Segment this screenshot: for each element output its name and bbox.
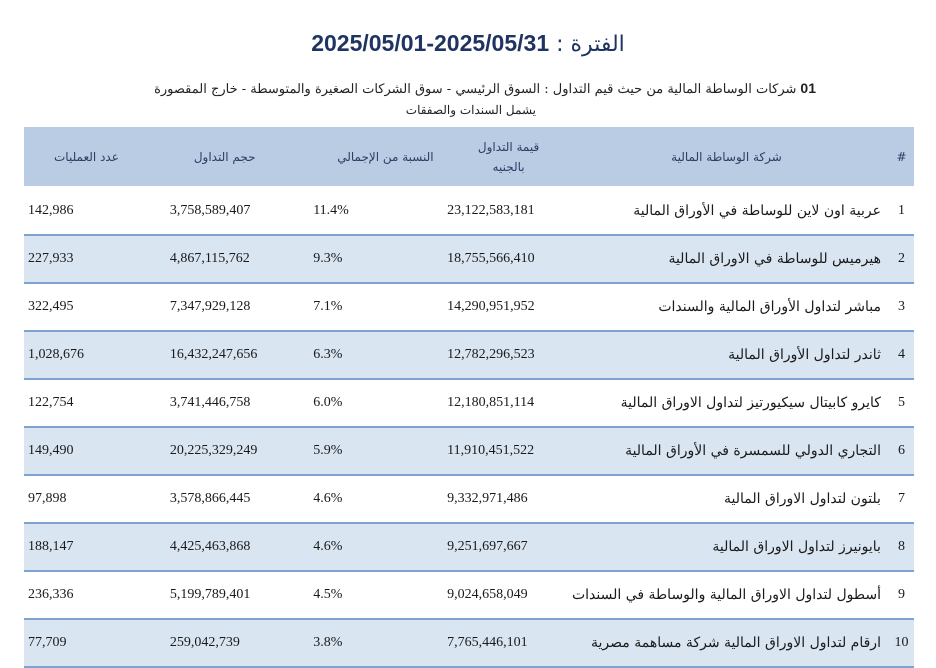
table-row: [24, 235, 914, 283]
row-index: 1: [889, 187, 914, 235]
table-row: [24, 619, 914, 667]
row-count: 142,986: [24, 187, 164, 235]
row-volume: 5,199,789,401: [164, 571, 307, 619]
row-index: 9: [889, 571, 914, 619]
row-index: 7: [889, 475, 914, 523]
row-value: 18,755,566,410: [441, 235, 571, 283]
table-header-row: [24, 127, 914, 187]
row-volume: 16,432,247,656: [164, 331, 307, 379]
row-count: 227,933: [24, 235, 164, 283]
row-index: 2: [889, 235, 914, 283]
row-share: 7.1%: [307, 283, 441, 331]
row-index: 5: [889, 379, 914, 427]
header-value-line2: بالجنيه: [492, 159, 525, 174]
row-index: 6: [889, 427, 914, 475]
row-value: 9,251,697,667: [441, 523, 571, 571]
row-count: 1,028,676: [24, 331, 164, 379]
table-row: [24, 523, 914, 571]
table-row: [24, 187, 914, 235]
row-count: 188,147: [24, 523, 164, 571]
row-share: 11.4%: [307, 187, 441, 235]
header-company: شركة الوساطة المالية: [571, 127, 889, 187]
row-volume: 4,867,115,762: [164, 235, 307, 283]
period-title: [0, 30, 936, 57]
row-volume: 3,578,866,445: [164, 475, 307, 523]
table-row: [24, 331, 914, 379]
period-value: 2025/05/31-2025/05/01: [311, 30, 550, 56]
row-count: 122,754: [24, 379, 164, 427]
row-value: 7,765,446,101: [441, 619, 571, 667]
row-count: 236,336: [24, 571, 164, 619]
row-share: 4.6%: [307, 523, 441, 571]
period-label: الفترة :: [549, 32, 625, 57]
row-company: ثاندر لتداول الأوراق المالية: [571, 331, 889, 379]
row-value: 9,332,971,486: [441, 475, 571, 523]
header-index: #: [889, 127, 914, 187]
header-share: النسبة من الإجمالي: [307, 127, 441, 187]
row-volume: 259,042,739: [164, 619, 307, 667]
table-row: [24, 379, 914, 427]
row-count: 149,490: [24, 427, 164, 475]
row-index: 8: [889, 523, 914, 571]
row-share: 4.6%: [307, 475, 441, 523]
table-row: [24, 571, 914, 619]
row-share: 6.3%: [307, 331, 441, 379]
row-value: 11,910,451,522: [441, 427, 571, 475]
header-value-line1: قيمة التداول: [477, 139, 540, 154]
row-share: 4.5%: [307, 571, 441, 619]
row-company: التجاري الدولي للسمسرة في الأوراق المالية: [571, 427, 889, 475]
report-subtitle: [154, 80, 816, 97]
row-volume: 4,425,463,868: [164, 523, 307, 571]
header-volume: حجم التداول: [164, 127, 307, 187]
row-value: 14,290,951,952: [441, 283, 571, 331]
header-count: عدد العمليات: [24, 127, 164, 187]
header-value: [441, 127, 571, 187]
row-share: 6.0%: [307, 379, 441, 427]
row-index: 3: [889, 283, 914, 331]
table-row: [24, 427, 914, 475]
row-index: 10: [889, 619, 914, 667]
row-volume: 3,758,589,407: [164, 187, 307, 235]
row-value: 12,180,851,114: [441, 379, 571, 427]
row-company: عربية اون لاين للوساطة في الأوراق المالية: [571, 187, 889, 235]
report-subtitle-text: شركات الوساطة المالية من حيث قيم التداول : السوق الرئيسي - سوق الشركات الصغيرة والمتوسطة - خارج المقصورة: [154, 82, 797, 97]
table-row: [24, 475, 914, 523]
row-value: 9,024,658,049: [441, 571, 571, 619]
report-note: يشمل السندات والصفقات: [405, 103, 536, 117]
row-share: 5.9%: [307, 427, 441, 475]
brokers-table: [24, 127, 914, 668]
row-company: أسطول لتداول الاوراق المالية والوساطة في السندات: [571, 571, 889, 619]
row-volume: 7,347,929,128: [164, 283, 307, 331]
row-share: 3.8%: [307, 619, 441, 667]
row-company: هيرميس للوساطة في الاوراق المالية: [571, 235, 889, 283]
table-row: [24, 283, 914, 331]
row-volume: 3,741,446,758: [164, 379, 307, 427]
row-volume: 20,225,329,249: [164, 427, 307, 475]
row-company: مباشر لتداول الأوراق المالية والسندات: [571, 283, 889, 331]
row-value: 12,782,296,523: [441, 331, 571, 379]
row-value: 23,122,583,181: [441, 187, 571, 235]
row-share: 9.3%: [307, 235, 441, 283]
row-company: كايرو كابيتال سيكيورتيز لتداول الاوراق المالية: [571, 379, 889, 427]
row-company: ارقام لتداول الاوراق المالية شركة مساهمة مصرية: [571, 619, 889, 667]
row-index: 4: [889, 331, 914, 379]
row-company: بلتون لتداول الاوراق المالية: [571, 475, 889, 523]
row-count: 97,898: [24, 475, 164, 523]
row-company: بايونيرز لتداول الاوراق المالية: [571, 523, 889, 571]
row-count: 322,495: [24, 283, 164, 331]
row-count: 77,709: [24, 619, 164, 667]
report-number: 01: [800, 80, 816, 96]
